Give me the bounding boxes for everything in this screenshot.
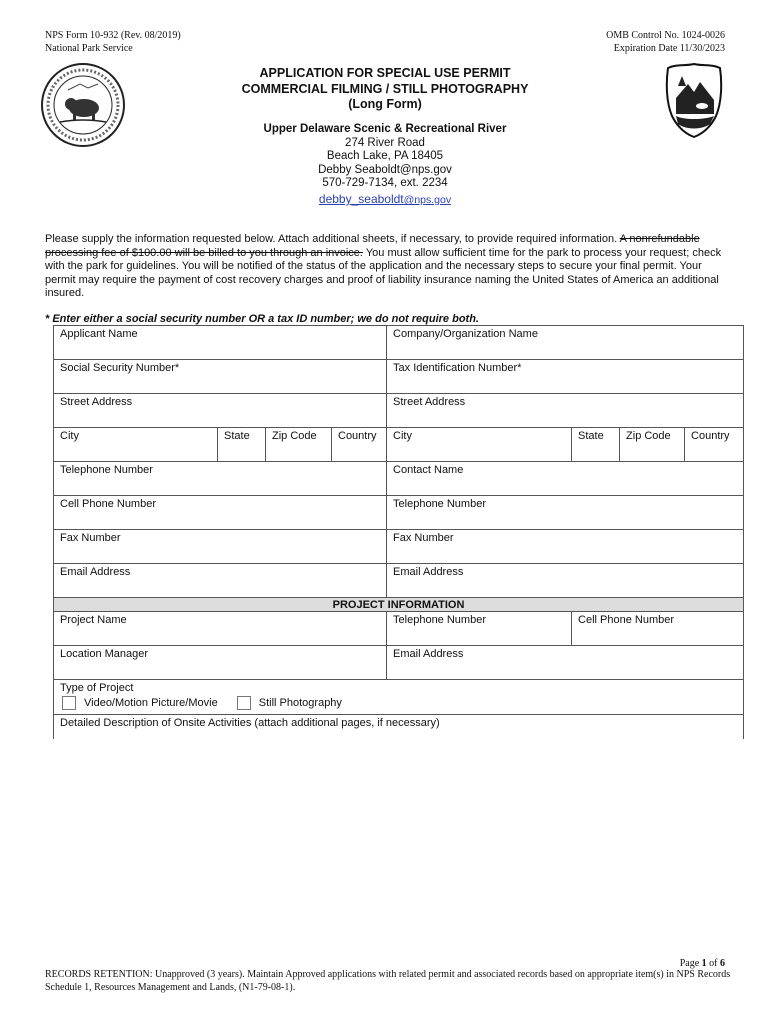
page-current: 1 [701, 958, 707, 969]
ssn-field[interactable] [54, 360, 387, 394]
field-label: Telephone Number [393, 498, 486, 510]
records-retention: RECORDS RETENTION: Unapproved (3 years). Maintain Approved applications with related permit and associated records based on appropriate item(s) in NPS Records Schedule 1, Resources Management and Lands, (N1-79-08-1). [45, 969, 731, 993]
contact-name-field[interactable] [387, 462, 744, 496]
type-of-project-label: Type of Project [60, 682, 134, 694]
form-title [0, 66, 770, 113]
park-city: Beach Lake, PA 18405 [326, 150, 444, 163]
page-prefix: Page [679, 958, 702, 969]
field-label: Fax Number [393, 532, 454, 544]
company-country-field[interactable] [685, 428, 744, 462]
field-label: State [578, 430, 604, 442]
intro-paragraph [45, 233, 730, 301]
company-street-field[interactable] [387, 394, 744, 428]
field-label: Zip Code [272, 430, 317, 442]
video-checkbox[interactable] [62, 696, 76, 710]
ssn-note: * Enter either a social security number OR a tax ID number; we do not require both. [45, 313, 479, 325]
applicant-city-field[interactable] [54, 428, 218, 462]
field-label: Zip Code [626, 430, 671, 442]
project-telephone-field[interactable] [387, 612, 572, 646]
field-label: Country [338, 430, 377, 442]
field-label: Company/Organization Name [393, 328, 538, 340]
project-cell-field[interactable] [572, 612, 744, 646]
company-state-field[interactable] [572, 428, 620, 462]
title-line-3: (Long Form) [348, 97, 422, 111]
field-label: Email Address [393, 566, 464, 578]
field-label: City [60, 430, 79, 442]
field-label: Telephone Number [393, 614, 486, 626]
company-fax-field[interactable] [387, 530, 744, 564]
form-header-right [606, 30, 725, 55]
contact-email-link[interactable] [0, 193, 770, 208]
field-label: Street Address [393, 396, 466, 408]
company-zip-field[interactable] [620, 428, 685, 462]
company-telephone-field[interactable] [387, 496, 744, 530]
field-label: Telephone Number [60, 464, 153, 476]
park-street: 274 River Road [345, 136, 425, 149]
title-line-2: COMMERCIAL FILMING / STILL PHOTOGRAPHY [241, 81, 529, 96]
park-name: Upper Delaware Scenic & Recreational River [263, 123, 507, 135]
field-label: Tax Identification Number* [393, 362, 522, 374]
video-option-label: Video/Motion Picture/Movie [84, 696, 218, 709]
company-city-field[interactable] [387, 428, 572, 462]
company-name-field[interactable] [387, 326, 744, 360]
project-info-header: PROJECT INFORMATION [54, 598, 744, 612]
link-user: debby_seaboldt [318, 191, 404, 206]
applicant-email-field[interactable] [54, 564, 387, 598]
form-number: NPS Form 10-932 (Rev. 08/2019) [45, 30, 181, 41]
page-number [680, 958, 725, 969]
tax-id-field[interactable] [387, 360, 744, 394]
intro-struck-fee: A nonrefundable processing fee of $100.00 will be billed to you through an invoice. [45, 233, 700, 259]
field-label: Email Address [60, 566, 131, 578]
intro-lead: Please supply the information requested below. Attach additional sheets, if necessary, to provide required information. [45, 233, 620, 245]
field-label: Country [691, 430, 730, 442]
field-label: Location Manager [60, 648, 149, 660]
location-manager-field[interactable] [54, 646, 387, 680]
link-domain: @nps.gov [403, 193, 452, 206]
field-label: Contact Name [393, 464, 464, 476]
onsite-activities-field[interactable] [54, 715, 744, 740]
title-line-1: APPLICATION FOR SPECIAL USE PERMIT [259, 66, 511, 80]
applicant-street-field[interactable] [54, 394, 387, 428]
field-label: Cell Phone Number [578, 614, 675, 626]
still-option-label: Still Photography [258, 696, 342, 709]
agency-name: National Park Service [45, 42, 133, 54]
expiration-date: Expiration Date 11/30/2023 [613, 42, 725, 54]
contact-email: Debby Seaboldt@nps.gov [318, 163, 452, 176]
application-form-table [53, 325, 744, 739]
field-label: Applicant Name [60, 328, 138, 340]
still-photography-checkbox[interactable] [237, 696, 251, 710]
field-label: State [224, 430, 250, 442]
field-label: Detailed Description of Onsite Activities (attach additional pages, if necessary) [60, 717, 440, 729]
page-of: of [706, 958, 720, 969]
form-header-left [45, 30, 181, 55]
field-label: Email Address [393, 648, 464, 660]
contact-phone: 570-729-7134, ext. 2234 [322, 177, 448, 190]
field-label: Social Security Number* [60, 362, 180, 374]
project-name-field[interactable] [54, 612, 387, 646]
project-email-field[interactable] [387, 646, 744, 680]
applicant-cell-field[interactable] [54, 496, 387, 530]
applicant-telephone-field[interactable] [54, 462, 387, 496]
company-email-field[interactable] [387, 564, 744, 598]
field-label: Project Name [60, 614, 127, 626]
field-label: City [393, 430, 412, 442]
park-address [0, 123, 770, 208]
applicant-country-field[interactable] [332, 428, 387, 462]
type-of-project-field [54, 680, 744, 715]
applicant-name-field[interactable] [54, 326, 387, 360]
field-label: Fax Number [60, 532, 121, 544]
page-total: 6 [720, 958, 725, 969]
field-label: Street Address [60, 396, 133, 408]
applicant-zip-field[interactable] [266, 428, 332, 462]
field-label: Cell Phone Number [60, 498, 156, 510]
applicant-state-field[interactable] [218, 428, 266, 462]
applicant-fax-field[interactable] [54, 530, 387, 564]
intro-rest: You must allow sufficient time for the park to process your request; check with the park for guidelines. You will be notified of the status of the application and the necessary steps to secure your final permit. Your permit may require the payment of cost recovery charges and proof of liability insurance naming the United States of America an additional insured. [45, 246, 722, 300]
omb-control-number: OMB Control No. 1024-0026 [606, 30, 725, 41]
